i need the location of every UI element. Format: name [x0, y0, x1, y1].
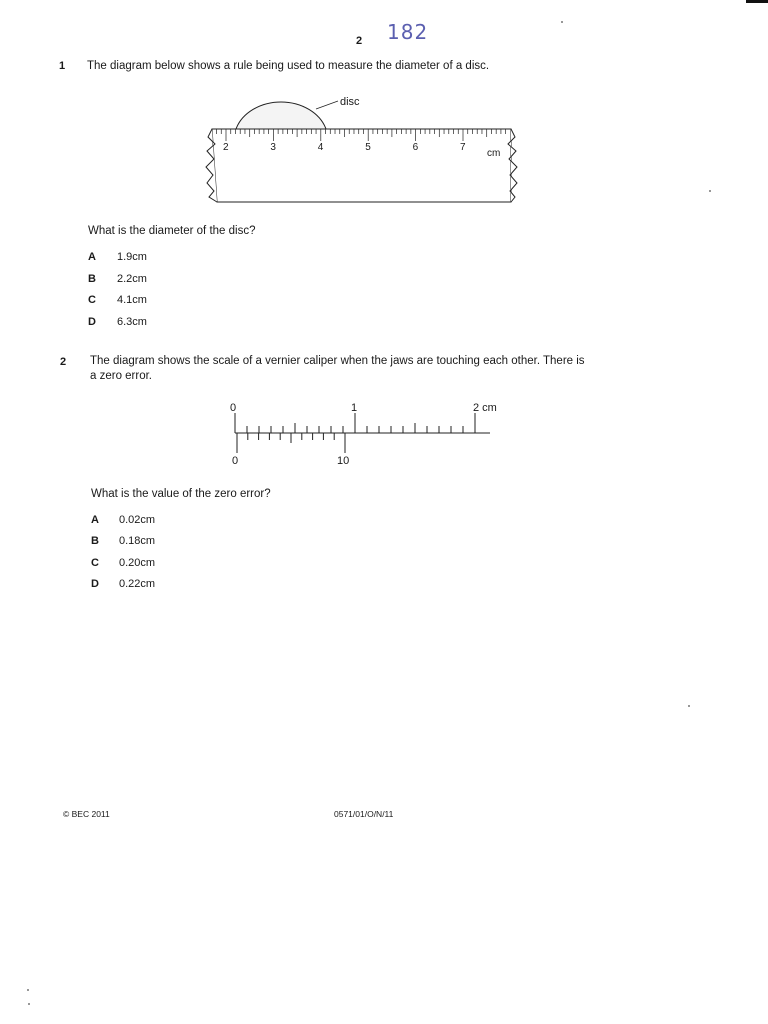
main-scale-ticks: [235, 413, 475, 433]
main-scale-label-2: 2 cm: [473, 402, 497, 414]
ruler-ticks: [217, 129, 506, 141]
q2-option-a-text: 0.02cm: [119, 514, 156, 526]
footer-copyright: © BEC 2011: [63, 809, 110, 819]
vernier-diagram: [220, 395, 510, 470]
disc-shape: [236, 102, 326, 129]
scan-speck: [28, 1003, 30, 1005]
main-scale-label-0: 0: [230, 402, 237, 414]
question-2-number: 2: [60, 356, 67, 368]
q2-option-d-text: 0.22cm: [119, 578, 156, 590]
q1-option-d-text: 6.3cm: [117, 316, 147, 328]
q1-option-a-text: 1.9cm: [117, 251, 147, 263]
scan-speck: [688, 705, 690, 707]
q2-option-c-text: 0.20cm: [119, 557, 156, 569]
ruler-torn-right-edge: [508, 129, 517, 202]
q2-option-b-letter: B: [91, 535, 99, 547]
question-1-text: The diagram below shows a rule being used to measure the diameter of a disc.: [87, 60, 490, 72]
question-2-text-line1: The diagram shows the scale of a vernier caliper when the jaws are touching each other. There is: [90, 355, 585, 367]
q1-option-c-text: 4.1cm: [117, 294, 147, 306]
vernier-label-0: 0: [232, 455, 239, 467]
ruler-unit-label: cm: [487, 148, 501, 159]
question-2-text-line2: a zero error.: [90, 370, 152, 382]
ruler-scale-labels: [223, 142, 466, 153]
q2-option-a-letter: A: [91, 514, 99, 526]
ruler-scale-label: 3: [270, 142, 276, 153]
ruler-outline: [212, 129, 511, 202]
scan-mark: [746, 0, 768, 3]
q1-option-b-text: 2.2cm: [117, 273, 147, 285]
main-scale-label-1: 1: [351, 402, 358, 414]
scan-speck: [27, 989, 29, 991]
footer-paper-code: 0571/01/O/N/11: [334, 809, 394, 819]
question-1-number: 1: [59, 60, 66, 72]
ruler-scale-label: 5: [365, 142, 371, 153]
scan-speck: [561, 21, 563, 23]
ruler-torn-left-edge: [206, 129, 217, 202]
disc-label: disc: [340, 96, 360, 108]
q1-option-a-letter: A: [88, 251, 96, 263]
q2-option-b-text: 0.18cm: [119, 535, 156, 547]
disc-label-leader: [316, 101, 338, 109]
question-1-prompt: What is the diameter of the disc?: [88, 225, 256, 237]
q1-option-c-letter: C: [88, 294, 96, 306]
page-number: 2: [356, 35, 363, 47]
q2-option-d-letter: D: [91, 578, 99, 590]
vernier-scale-ticks: [237, 433, 345, 453]
q2-option-c-letter: C: [91, 557, 99, 569]
vernier-label-10: 10: [337, 455, 350, 467]
ruler-scale-label: 4: [317, 142, 324, 153]
handwritten-note: 182: [387, 20, 429, 44]
ruler-scale-label: 7: [460, 142, 466, 153]
ruler-scale-label: 6: [412, 142, 419, 153]
ruler-scale-label: 2: [223, 142, 229, 153]
scan-speck: [709, 190, 711, 192]
question-2-prompt: What is the value of the zero error?: [91, 488, 271, 500]
ruler-diagram: [195, 85, 530, 210]
q1-option-b-letter: B: [88, 273, 96, 285]
q1-option-d-letter: D: [88, 316, 96, 328]
